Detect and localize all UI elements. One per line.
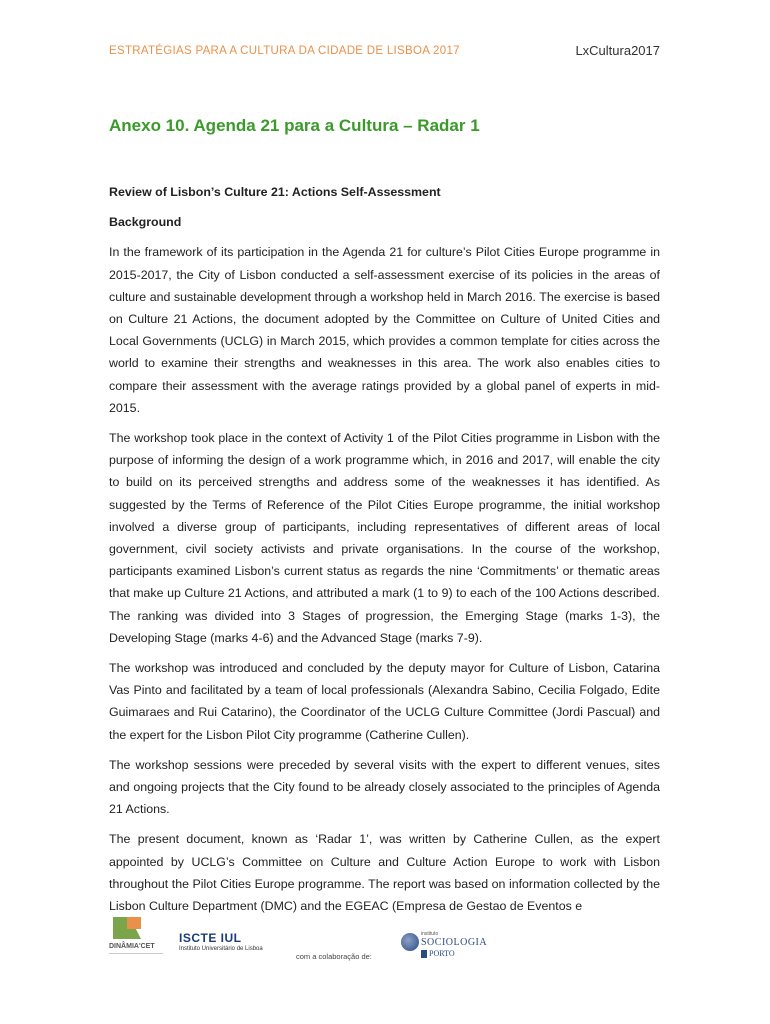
dinamia-logo-text: DINÂMIA'CET: [109, 943, 155, 950]
brand-label: LxCultura2017: [575, 43, 660, 58]
paragraph: The present document, known as ‘Radar 1’, was written by Catherine Cullen, as the expert appointed by UCLG’s Committee on Culture and Culture Action Europe to work with Lisbon throughout the Pilot Cities Europe programme. The report was based on information collected by the Lisbon Culture Department (DMC) and the EGEAC (Empresa de Gestao de Eventos e: [109, 832, 660, 914]
paragraph: The workshop was introduced and concluded by the deputy mayor for Culture of Lisbon, Catarina Vas Pinto and facilitated by a team of local professionals (Alexandra Sabino, Cecilia Folgado, Edite Guimaraes and Rui Catarino), the Coordinator of the UCLG Culture Committee (Jordi Pascual) and the expert for the Lisbon Pilot City programme (Catherine Cullen).: [109, 661, 660, 742]
document-body: [109, 181, 660, 925]
footer-logos: [109, 915, 660, 975]
sociologia-inst-text: instituto: [421, 931, 439, 937]
page-title: Anexo 10. Agenda 21 para a Cultura – Radar 1: [109, 116, 480, 135]
paragraph: The workshop took place in the context of Activity 1 of the Pilot Cities programme in Lisbon with the purpose of informing the design of a work programme which, in 2016 and 2017, will enable the city to build on its perceived strengths and address some of the weaknesses it has identified. As suggested by the Terms of Reference of the Pilot Cities Europe programme, the initial workshop involved a diverse group of participants, including representatives of different areas of local government, civil society activists and private organisations. In the course of the workshop, participants examined Lisbon’s current status as regards the nine ‘Commitments’ or thematic areas that make up Culture 21 Actions, and attributed a mark (1 to 9) to each of the 100 Actions described. The ranking was divided into 3 Stages of progression, the Emerging Stage (marks 1-3), the Developing Stage (marks 4-6) and the Advanced Stage (marks 7-9).: [109, 431, 660, 645]
dinamia-accent-icon: [127, 917, 141, 929]
globe-icon: [401, 933, 419, 951]
section-heading-review: Review of Lisbon’s Culture 21: Actions Self-Assessment: [109, 185, 441, 199]
dinamia-cet-logo: [109, 915, 169, 965]
sociologia-name-text: SOCIOLOGIA: [421, 937, 488, 948]
iscte-logo-subtitle: Instituto Universitário de Lisboa: [179, 946, 263, 952]
sociologia-porto-logo: [401, 929, 491, 969]
paragraph: In the framework of its participation in the Agenda 21 for culture’s Pilot Cities Europe programme in 2015-2017, the City of Lisbon conducted a self-assessment exercise of its policies in the areas of culture and sustainable development through a workshop held in March 2016. The exercise is based on Culture 21 Actions, the document adopted by the Committee on Culture of United Cities and Local Governments (UCLG) in March 2015, which provides a common template for cities across the world to examine their strengths and weaknesses in this area. The work also enables cities to compare their assessment with the average ratings provided by a global panel of experts in mid-2015.: [109, 245, 660, 415]
porto-box-icon: [421, 950, 427, 958]
iscte-logo-text: ISCTE IUL: [179, 931, 242, 945]
sociologia-city-text: PORTO: [429, 949, 455, 958]
collaboration-label: com a colaboração de:: [296, 952, 372, 961]
running-header-title: ESTRATÉGIAS PARA A CULTURA DA CIDADE DE LISBOA 2017: [109, 45, 460, 57]
iscte-iul-logo: [179, 931, 263, 952]
section-heading-background: Background: [109, 215, 182, 230]
paragraph: The workshop sessions were preceded by several visits with the expert to different venues, sites and ongoing projects that the City found to be already closely associated to the principles of Agenda 21 Actions.: [109, 757, 660, 817]
logo-divider: [109, 953, 163, 954]
